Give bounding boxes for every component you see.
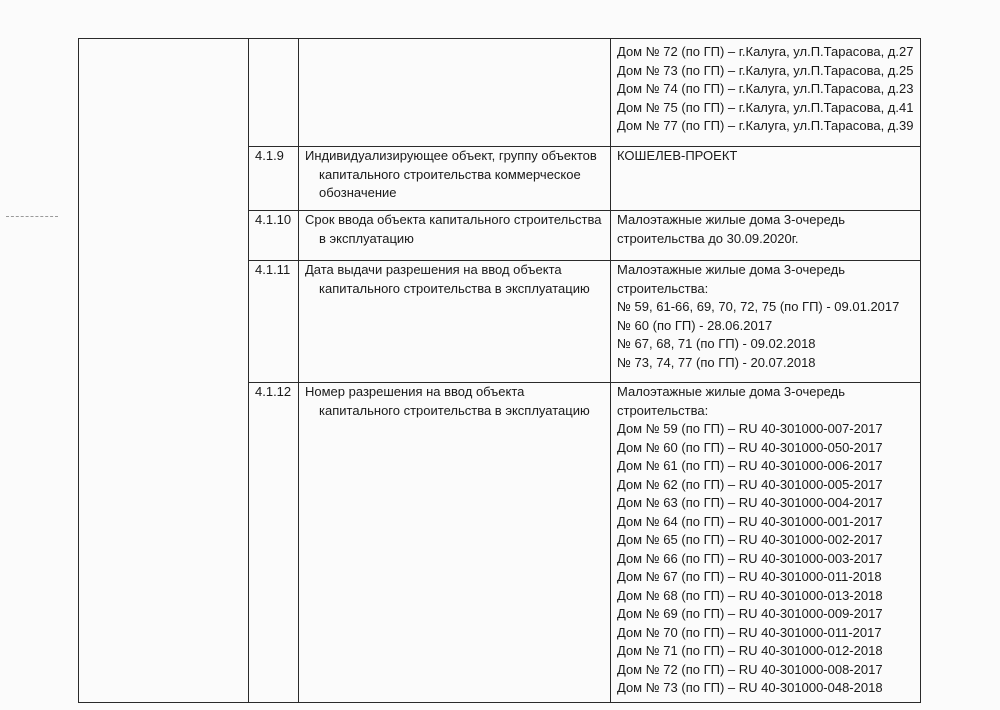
value-line: Дом № 64 (по ГП) – RU 40-301000-001-2017 bbox=[617, 513, 883, 529]
description-rest: капитального строительства коммерческое обозначение bbox=[319, 166, 581, 200]
value-line: строительства: bbox=[617, 280, 709, 296]
left-empty-column bbox=[79, 39, 249, 703]
margin-dash-mark bbox=[6, 216, 58, 217]
value-line: Малоэтажные жилые дома 3-очередь bbox=[617, 262, 845, 277]
value-line: Дом № 68 (по ГП) – RU 40-301000-013-2018 bbox=[617, 587, 883, 603]
value-line: Дом № 65 (по ГП) – RU 40-301000-002-2017 bbox=[617, 532, 883, 547]
value-line: Дом № 71 (по ГП) – RU 40-301000-012-2018 bbox=[617, 643, 883, 658]
description-first-line: Индивидуализирующее объект, группу объектов bbox=[305, 148, 597, 163]
description-rest: капитального строительства в эксплуатацию bbox=[319, 402, 590, 418]
value-line: Малоэтажные жилые дома 3-очередь bbox=[617, 212, 845, 227]
row-number: 4.1.11 bbox=[249, 261, 299, 383]
value-line: Дом № 66 (по ГП) – RU 40-301000-003-2017 bbox=[617, 550, 883, 566]
value-line: № 73, 74, 77 (по ГП) - 20.07.2018 bbox=[617, 354, 816, 370]
value-line: Дом № 72 (по ГП) – г.Калуга, ул.П.Тарасова, д.27 bbox=[617, 44, 914, 59]
row-number-cell bbox=[249, 39, 299, 147]
row-value bbox=[611, 147, 921, 211]
value-line: № 67, 68, 71 (по ГП) - 09.02.2018 bbox=[617, 336, 816, 351]
value-line: КОШЕЛЕВ-ПРОЕКТ bbox=[617, 148, 738, 163]
value-line: Дом № 62 (по ГП) – RU 40-301000-005-2017 bbox=[617, 476, 883, 492]
value-line: Дом № 75 (по ГП) – г.Калуга, ул.П.Тарасова, д.41 bbox=[617, 99, 914, 115]
value-line: Дом № 69 (по ГП) – RU 40-301000-009-2017 bbox=[617, 606, 883, 621]
value-line: строительства до 30.09.2020г. bbox=[617, 230, 799, 246]
value-line: № 59, 61-66, 69, 70, 72, 75 (по ГП) - 09.01.2017 bbox=[617, 299, 900, 314]
description-first-line: Дата выдачи разрешения на ввод объекта bbox=[305, 262, 562, 277]
row-number: 4.1.9 bbox=[249, 147, 299, 211]
value-line: Дом № 73 (по ГП) – г.Калуга, ул.П.Тарасова, д.25 bbox=[617, 62, 914, 78]
row-description bbox=[299, 211, 611, 261]
document-table bbox=[78, 38, 921, 703]
description-rest: в эксплуатацию bbox=[319, 230, 414, 246]
value-line: Дом № 77 (по ГП) – г.Калуга, ул.П.Тарасова, д.39 bbox=[617, 118, 914, 133]
description-first-line: Срок ввода объекта капитального строительства bbox=[305, 212, 602, 227]
value-line: Дом № 63 (по ГП) – RU 40-301000-004-2017 bbox=[617, 495, 883, 510]
value-line: Дом № 67 (по ГП) – RU 40-301000-011-2018 bbox=[617, 569, 882, 584]
row-value bbox=[611, 383, 921, 703]
row-description bbox=[299, 383, 611, 703]
value-line: Малоэтажные жилые дома 3-очередь bbox=[617, 384, 845, 399]
value-line: Дом № 60 (по ГП) – RU 40-301000-050-2017 bbox=[617, 439, 883, 455]
row-value bbox=[611, 211, 921, 261]
value-line: Дом № 73 (по ГП) – RU 40-301000-048-2018 bbox=[617, 680, 883, 695]
row-number: 4.1.12 bbox=[249, 383, 299, 703]
value-line: Дом № 59 (по ГП) – RU 40-301000-007-2017 bbox=[617, 421, 883, 436]
value-line: Дом № 72 (по ГП) – RU 40-301000-008-2017 bbox=[617, 661, 883, 677]
row-number: 4.1.10 bbox=[249, 211, 299, 261]
value-line: Дом № 70 (по ГП) – RU 40-301000-011-2017 bbox=[617, 624, 882, 640]
description-first-line: Номер разрешения на ввод объекта bbox=[305, 384, 525, 399]
description-rest: капитального строительства в эксплуатацию bbox=[319, 280, 590, 296]
row-description-cell bbox=[299, 39, 611, 147]
row-description bbox=[299, 261, 611, 383]
row-value bbox=[611, 261, 921, 383]
value-line: Дом № 61 (по ГП) – RU 40-301000-006-2017 bbox=[617, 458, 883, 473]
value-line: № 60 (по ГП) - 28.06.2017 bbox=[617, 317, 773, 333]
value-line: строительства: bbox=[617, 402, 709, 418]
value-line: Дом № 74 (по ГП) – г.Калуга, ул.П.Тарасова, д.23 bbox=[617, 81, 914, 96]
row-value-cell bbox=[611, 39, 921, 147]
table-row-continuation bbox=[79, 39, 921, 147]
row-description bbox=[299, 147, 611, 211]
